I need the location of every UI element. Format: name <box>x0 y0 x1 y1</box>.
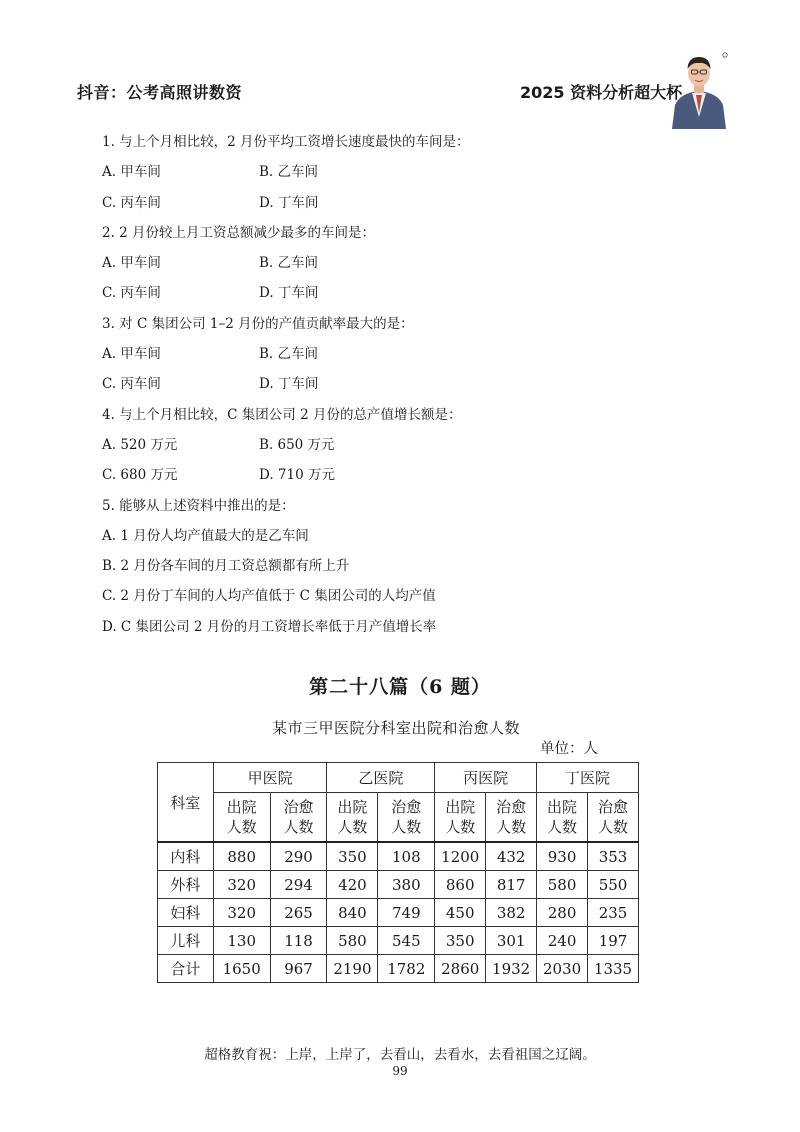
value-cell: 320 <box>213 871 270 899</box>
value-cell: 380 <box>378 871 435 899</box>
value-cell: 265 <box>270 899 327 927</box>
value-cell: 235 <box>588 899 639 927</box>
value-cell: 197 <box>588 927 639 955</box>
question-stem: 5. 能够从上述资料中推出的是： <box>102 497 295 514</box>
footer-text: 超格教育祝：上岸，上岸了，去看山，去看水，去看祖国之辽阔。 <box>204 1047 596 1063</box>
sub-header: 出院 人数 <box>537 793 588 843</box>
value-cell: 130 <box>213 927 270 955</box>
value-cell: 860 <box>435 871 486 899</box>
dept-header: 科室 <box>158 763 214 843</box>
value-cell: 2030 <box>537 955 588 983</box>
value-cell: 2860 <box>435 955 486 983</box>
dept-cell: 合计 <box>158 955 214 983</box>
value-cell: 1200 <box>435 842 486 871</box>
value-cell: 432 <box>486 842 537 871</box>
value-cell: 240 <box>537 927 588 955</box>
hospital-header: 甲医院 <box>213 763 327 793</box>
value-cell: 840 <box>327 899 378 927</box>
value-cell: 2190 <box>327 955 378 983</box>
value-cell: 350 <box>327 842 378 871</box>
sub-header: 出院 人数 <box>435 793 486 843</box>
value-cell: 382 <box>486 899 537 927</box>
value-cell: 294 <box>270 871 327 899</box>
table-row <box>158 927 639 955</box>
value-cell: 290 <box>270 842 327 871</box>
value-cell: 280 <box>537 899 588 927</box>
sub-header: 治愈 人数 <box>588 793 639 843</box>
option[interactable]: C. 680 万元 <box>102 467 178 484</box>
header-left: 抖音：公考高照讲数资 <box>77 83 243 102</box>
value-cell: 118 <box>270 927 327 955</box>
section-title: 第二十八篇（6 题） <box>309 676 491 698</box>
value-cell: 930 <box>537 842 588 871</box>
value-cell: 817 <box>486 871 537 899</box>
value-cell: 1932 <box>486 955 537 983</box>
table-unit: 单位：人 <box>540 741 598 757</box>
option[interactable]: A. 甲车间 <box>102 164 161 181</box>
sub-header: 治愈 人数 <box>378 793 435 843</box>
sub-header: 治愈 人数 <box>270 793 327 843</box>
sub-header: 治愈 人数 <box>486 793 537 843</box>
dept-cell: 妇科 <box>158 899 214 927</box>
table-row <box>158 871 639 899</box>
value-cell: 545 <box>378 927 435 955</box>
question-stem: 4. 与上个月相比较，C 集团公司 2 月份的总产值增长额是： <box>102 406 462 423</box>
option[interactable]: B. 乙车间 <box>259 164 319 181</box>
table-row <box>158 899 639 927</box>
option[interactable]: D. 丁车间 <box>259 194 319 211</box>
sub-header: 出院 人数 <box>213 793 270 843</box>
value-cell: 320 <box>213 899 270 927</box>
value-cell: 967 <box>270 955 327 983</box>
value-cell: 749 <box>378 899 435 927</box>
question-list <box>102 127 702 642</box>
option[interactable]: B. 650 万元 <box>259 436 335 453</box>
value-cell: 580 <box>327 927 378 955</box>
question-stem: 3. 对 C 集团公司 1–2 月份的产值贡献率最大的是： <box>102 315 414 332</box>
value-cell: 353 <box>588 842 639 871</box>
option[interactable]: D. C 集团公司 2 月份的月工资增长率低于月产值增长率 <box>102 618 437 635</box>
dept-cell: 外科 <box>158 871 214 899</box>
table-title: 某市三甲医院分科室出院和治愈人数 <box>272 719 521 737</box>
option[interactable]: A. 520 万元 <box>102 436 178 453</box>
value-cell: 1782 <box>378 955 435 983</box>
hospital-table <box>157 762 639 983</box>
sub-header: 出院 人数 <box>327 793 378 843</box>
value-cell: 420 <box>327 871 378 899</box>
hospital-header: 丁医院 <box>537 763 639 793</box>
question-stem: 1. 与上个月相比较，2 月份平均工资增长速度最快的车间是： <box>102 134 470 150</box>
hospital-header: 乙医院 <box>327 763 435 793</box>
question-stem: 2. 2 月份较上月工资总额减少最多的车间是： <box>102 224 376 241</box>
hospital-header: 丙医院 <box>435 763 537 793</box>
value-cell: 880 <box>213 842 270 871</box>
option[interactable]: A. 甲车间 <box>102 255 161 272</box>
value-cell: 350 <box>435 927 486 955</box>
table-row <box>158 842 639 871</box>
page-number: 99 <box>392 1064 408 1078</box>
dept-cell: 内科 <box>158 842 214 871</box>
option[interactable]: B. 乙车间 <box>259 346 319 363</box>
option[interactable]: D. 710 万元 <box>259 467 335 484</box>
option[interactable]: C. 丙车间 <box>102 376 161 393</box>
value-cell: 1650 <box>213 955 270 983</box>
dept-cell: 儿科 <box>158 927 214 955</box>
option[interactable]: A. 甲车间 <box>102 346 161 363</box>
author-photo <box>668 47 730 129</box>
option[interactable]: C. 丙车间 <box>102 194 161 211</box>
option[interactable]: C. 2 月份丁车间的人均产值低于 C 集团公司的人均产值 <box>102 588 436 605</box>
option[interactable]: B. 2 月份各车间的月工资总额都有所上升 <box>102 558 350 575</box>
value-cell: 1335 <box>588 955 639 983</box>
option[interactable]: D. 丁车间 <box>259 285 319 302</box>
value-cell: 301 <box>486 927 537 955</box>
value-cell: 450 <box>435 899 486 927</box>
value-cell: 108 <box>378 842 435 871</box>
option[interactable]: A. 1 月份人均产值最大的是乙车间 <box>102 527 309 544</box>
value-cell: 580 <box>537 871 588 899</box>
option[interactable]: B. 乙车间 <box>259 255 319 272</box>
value-cell: 550 <box>588 871 639 899</box>
option[interactable]: C. 丙车间 <box>102 285 161 302</box>
table-row <box>158 955 639 983</box>
header-right: 2025 资料分析超大杯 <box>520 83 683 102</box>
option[interactable]: D. 丁车间 <box>259 376 319 393</box>
